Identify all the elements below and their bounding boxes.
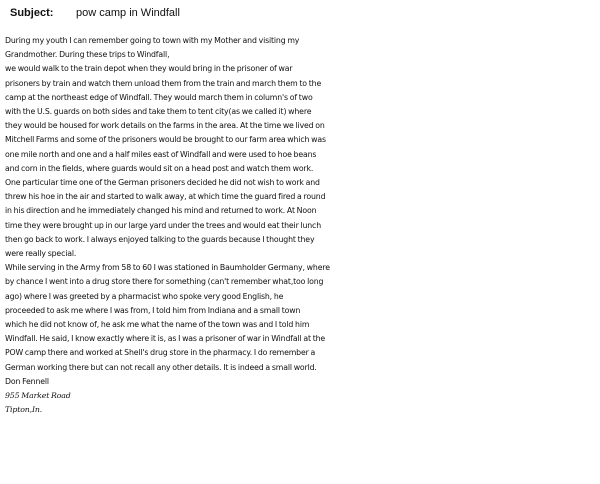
body-line: Windfall. He said, I know exactly where it is, as I was a prisoner of war in Windfall at the	[5, 334, 326, 344]
body-line: One particular time one of the German prisoners decided he did not wish to work and	[5, 178, 320, 188]
body-line: POW camp there and worked at Shell's drug store in the pharmacy. I do remember a	[5, 348, 316, 358]
body-line: they would be housed for work details on the farms in the area. At the time we lived on	[5, 121, 325, 131]
signature-city: Tipton,In.	[5, 405, 43, 415]
body-line: then go back to work. I always enjoyed talking to the guards because I thought they	[5, 234, 315, 244]
letter-body	[5, 34, 595, 417]
body-line: While serving in the Army from 58 to 60 I was stationed in Baumholder Germany, where	[5, 263, 330, 273]
body-line: Grandmother. During these trips to Windfall,	[5, 50, 170, 60]
body-line: camp at the northeast edge of Windfall. They would march them in column's of two	[5, 92, 313, 102]
body-line: were really special.	[5, 249, 77, 259]
body-line: prisoners by train and watch them unload them from the train and march them to the	[5, 78, 322, 88]
body-line: time they were brought up in our large yard under the trees and would eat their lunch	[5, 220, 321, 230]
subject-value: pow camp in Windfall	[76, 7, 180, 19]
body-line: Mitchell Farms and some of the prisoners would be brought to our farm area which was	[5, 135, 326, 145]
signature-street: 955 Market Road	[5, 391, 71, 401]
body-line: threw his hoe in the air and started to walk away, at which time the guard fired a round	[5, 192, 326, 202]
body-line: German working there but can not recall any other details. It is indeed a small world.	[5, 362, 317, 372]
body-line: which he did not know of, he ask me what the name of the town was and I told him	[5, 320, 310, 330]
body-line: one mile north and one and a half miles east of Windfall and were used to hoe beans	[5, 149, 317, 159]
body-line: proceeded to ask me where I was from, I told him from Indiana and a small town	[5, 305, 301, 315]
body-line: in his direction and he immediately changed his mind and returned to work. At Noon	[5, 206, 317, 216]
body-line: ago) where I was greeted by a pharmacist who spoke very good English, he	[5, 291, 284, 301]
body-line: and corn in the fields, where guards would sit on a head post and watch them work.	[5, 163, 314, 173]
signature-name: Don Fennell	[5, 376, 49, 386]
body-line: with the U.S. guards on both sides and take them to tent city(as we called it) where	[5, 107, 312, 117]
body-line: During my youth I can remember going to town with my Mother and visiting my	[5, 36, 300, 45]
subject-label: Subject:	[10, 7, 54, 19]
body-line: by chance I went into a drug store there for something (can't remember what,too long	[5, 277, 324, 287]
body-line: we would walk to the train depot when they would bring in the prisoner of war	[5, 64, 293, 74]
subject-line	[10, 7, 180, 19]
